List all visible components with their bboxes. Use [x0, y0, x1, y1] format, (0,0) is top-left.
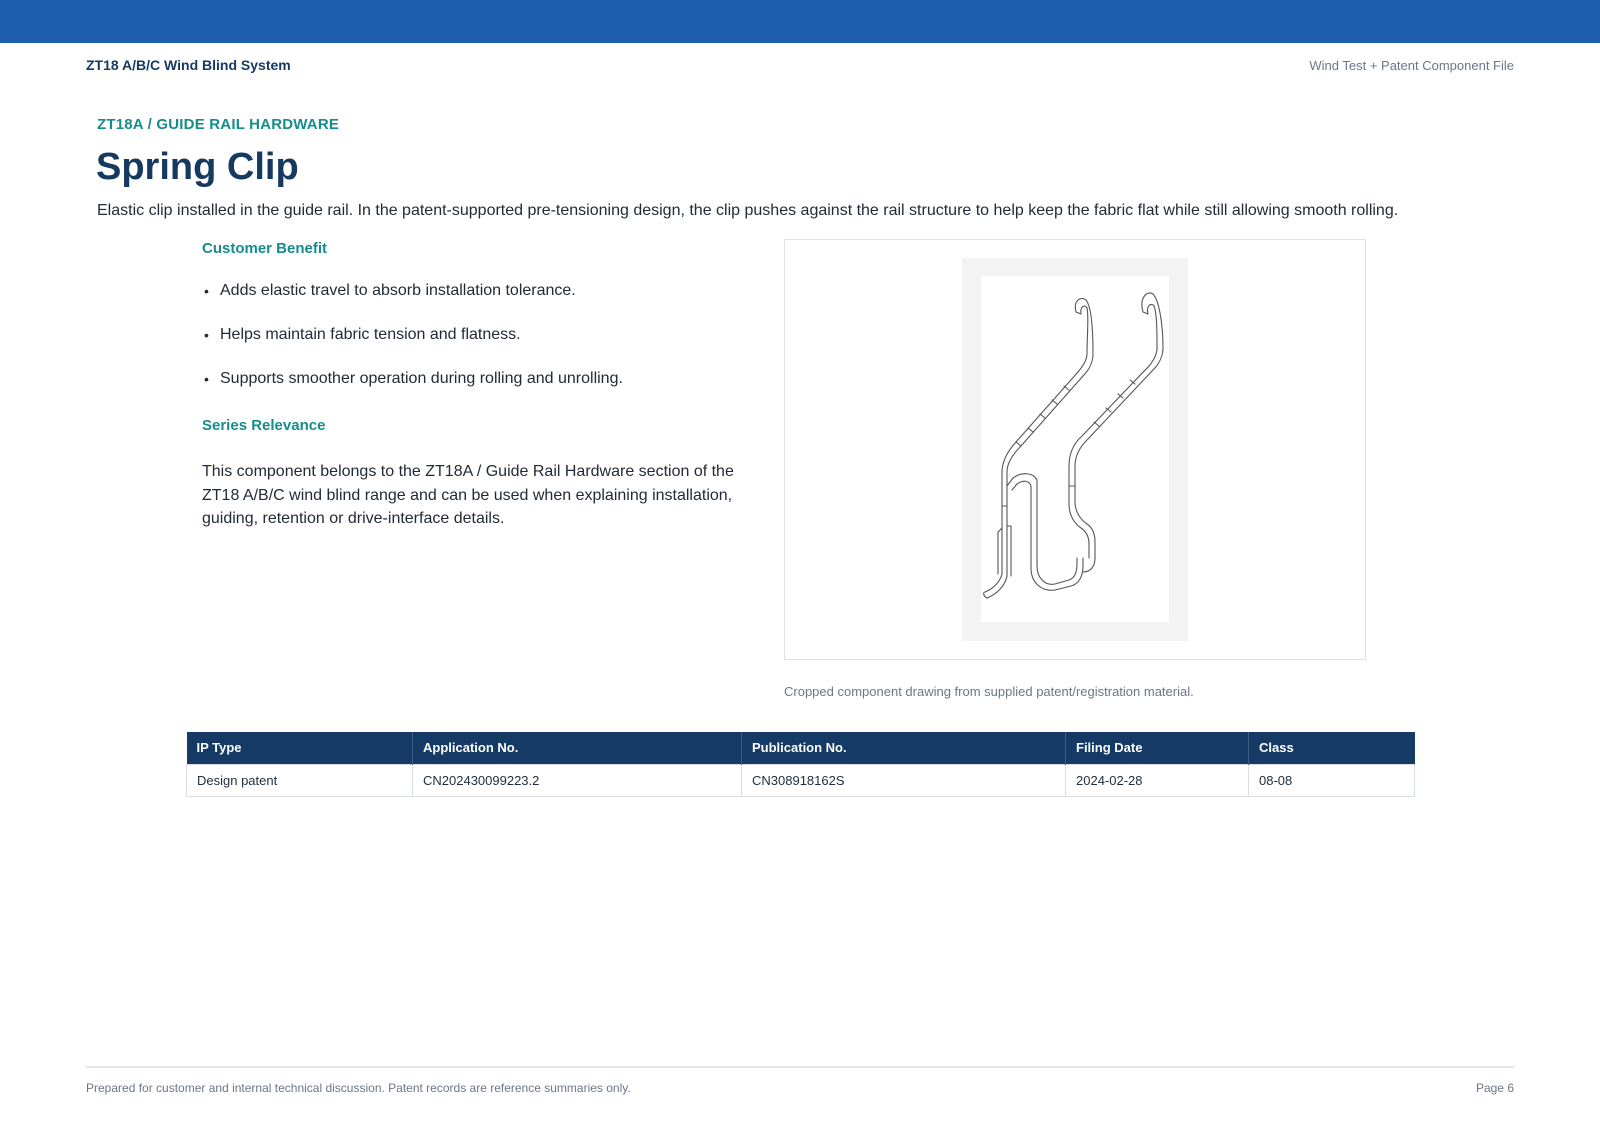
column-header-application-no: Application No. [413, 732, 742, 764]
benefit-item-text: Adds elastic travel to absorb installation tolerance. [220, 282, 576, 299]
figure-caption: Cropped component drawing from supplied patent/registration material. [784, 684, 1194, 699]
column-header-class: Class [1249, 732, 1415, 764]
page-number: Page 6 [1475, 1081, 1514, 1095]
table-header-row [187, 732, 1415, 764]
bullet-icon: • [204, 327, 209, 343]
footer-disclaimer: Prepared for customer and internal technical discussion. Patent records are reference summaries only. [86, 1081, 631, 1095]
benefit-item [202, 369, 772, 389]
bullet-icon: • [204, 283, 209, 299]
cell-publication-no: CN308918162S [742, 764, 1066, 796]
bullet-icon: • [204, 371, 209, 387]
benefit-item [202, 325, 772, 345]
cell-filing-date: 2024-02-28 [1066, 764, 1249, 796]
top-color-bar [0, 0, 1600, 43]
document-header-title: ZT18 A/B/C Wind Blind System [86, 57, 291, 73]
benefit-list [202, 281, 772, 389]
left-column [202, 240, 772, 531]
series-relevance-heading: Series Relevance [202, 417, 326, 434]
column-header-publication-no: Publication No. [742, 732, 1066, 764]
spring-clip-drawing-icon [981, 276, 1169, 622]
page-title: Spring Clip [96, 146, 299, 188]
benefit-item [202, 281, 772, 301]
component-description: Elastic clip installed in the guide rail. In the patent-supported pre-tensioning design, the clip pushes against the rail structure to help keep the fabric flat while still allowing smooth rolling. [97, 202, 1399, 219]
table-row [187, 764, 1415, 796]
customer-benefit-heading: Customer Benefit [202, 240, 328, 257]
benefit-item-text: Supports smoother operation during rolling and unrolling. [220, 370, 623, 387]
cell-class: 08-08 [1249, 764, 1415, 796]
cell-application-no: CN202430099223.2 [413, 764, 742, 796]
document-header-subtitle: Wind Test + Patent Component File [1309, 58, 1514, 73]
column-header-filing-date: Filing Date [1066, 732, 1249, 764]
patent-table [186, 732, 1415, 797]
component-figure [784, 239, 1366, 660]
benefit-item-text: Helps maintain fabric tension and flatness. [220, 326, 521, 343]
series-relevance-text: This component belongs to the ZT18A / Guide Rail Hardware section of the ZT18 A/B/C wind blind range and can be used when explaining installation, guiding, retention or drive-interface details. [202, 463, 734, 527]
footer-divider [86, 1066, 1514, 1068]
section-eyebrow: ZT18A / GUIDE RAIL HARDWARE [97, 116, 340, 133]
column-header-ip-type: IP Type [187, 732, 413, 764]
cell-ip-type: Design patent [187, 764, 413, 796]
